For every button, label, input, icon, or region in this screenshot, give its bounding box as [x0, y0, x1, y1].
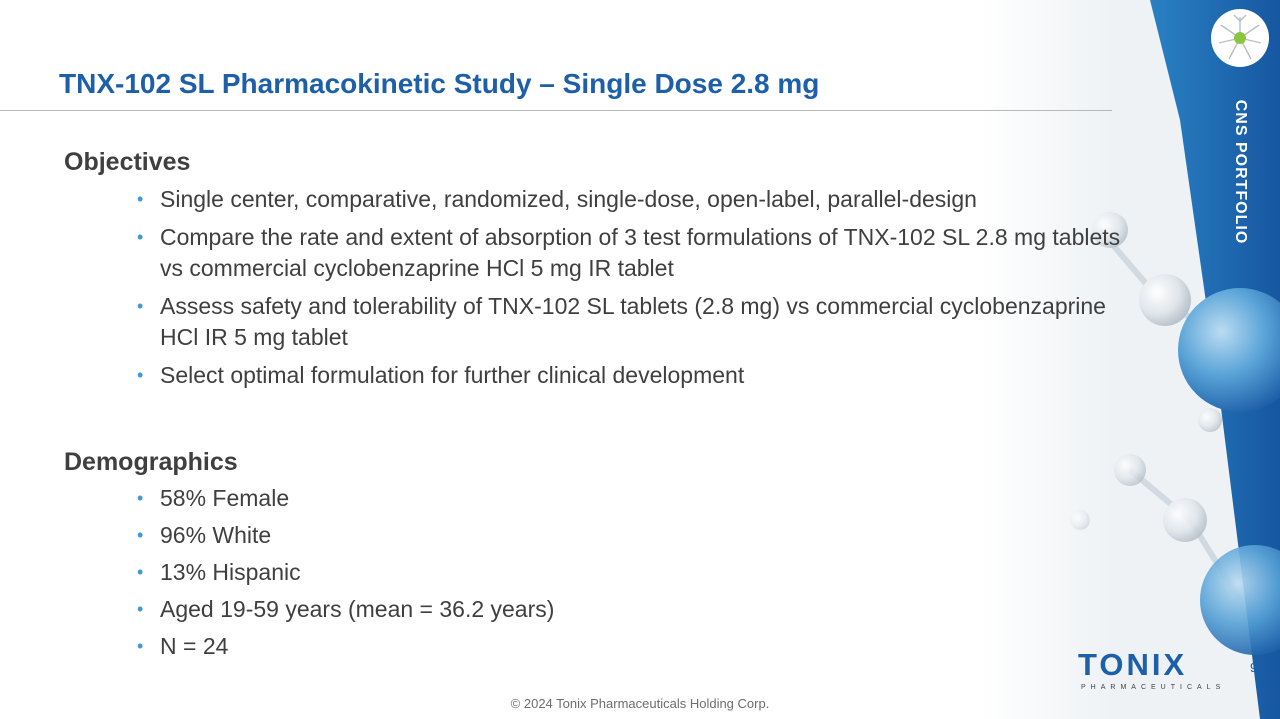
list-item-text: Aged 19-59 years (mean = 36.2 years): [160, 596, 555, 622]
objectives-heading: Objectives: [64, 148, 191, 176]
list-item: [64, 520, 1124, 551]
list-item: [64, 594, 1124, 625]
list-item-text: Select optimal formulation for further clinical development: [160, 362, 745, 388]
list-item: [64, 291, 1124, 353]
bullet-icon: •: [137, 365, 144, 385]
list-item-text: 96% White: [160, 522, 272, 548]
list-item: [64, 360, 1124, 391]
page-number: 9: [1250, 660, 1258, 675]
list-item-text: Single center, comparative, randomized, single-dose, open-label, parallel-design: [160, 186, 977, 212]
neuron-icon: [1211, 9, 1269, 67]
side-label-text: CNS PORTFOLIO: [1232, 99, 1249, 245]
bullet-icon: •: [137, 636, 144, 656]
logo-wordmark: TONIX: [1078, 647, 1188, 682]
list-item: [64, 483, 1124, 514]
title-divider: [0, 110, 1112, 111]
list-item-text: N = 24: [160, 633, 229, 659]
list-item: [64, 222, 1124, 284]
list-item: [64, 184, 1124, 215]
slide-title: TNX-102 SL Pharmacokinetic Study – Single Dose 2.8 mg: [59, 68, 820, 99]
bullet-icon: •: [137, 562, 144, 582]
company-logo: [1078, 647, 1226, 694]
list-item: [64, 557, 1124, 588]
side-label: [1228, 84, 1252, 260]
footer-copyright: © 2024 Tonix Pharmaceuticals Holding Corp.: [510, 696, 770, 711]
list-item-text: Assess safety and tolerability of TNX-102 SL tablets (2.8 mg) vs commercial cyclobenzaprine HCl IR 5 mg tablet: [160, 293, 1106, 350]
neuron-badge: [1211, 9, 1269, 67]
logo-subtitle: PHARMACEUTICALS: [1081, 684, 1226, 691]
list-item-text: 58% Female: [160, 485, 290, 511]
bullet-icon: •: [137, 227, 144, 247]
bullet-icon: •: [137, 296, 144, 316]
demographics-section: [64, 448, 1124, 662]
list-item-text: Compare the rate and extent of absorption of 3 test formulations of TNX-102 SL 2.8 mg tablets vs commercial cyclobenzaprine HCl 5 mg IR tablet: [160, 224, 1121, 281]
bullet-icon: •: [137, 189, 144, 209]
bullet-icon: •: [137, 525, 144, 545]
objectives-list: [64, 184, 1124, 391]
demographics-list: [64, 483, 1124, 662]
bullet-icon: •: [137, 599, 144, 619]
bullet-icon: •: [137, 488, 144, 508]
objectives-section: [64, 148, 1124, 391]
list-item-text: 13% Hispanic: [160, 559, 301, 585]
demographics-heading: Demographics: [64, 448, 238, 476]
list-item: [64, 631, 1124, 662]
